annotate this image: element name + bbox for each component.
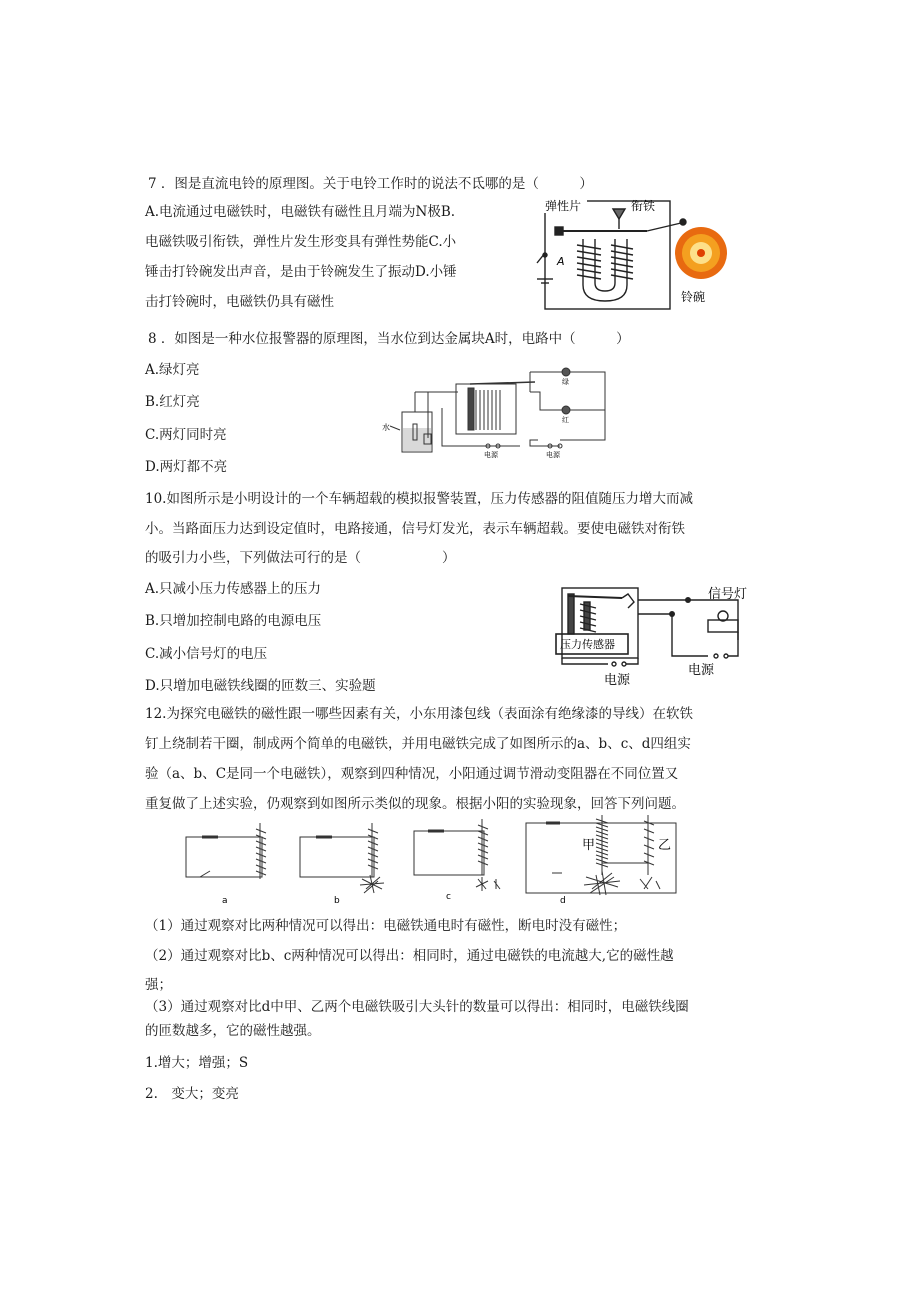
q8-option-a: A.绿灯亮 [145, 362, 200, 378]
q7-line-2: 电磁铁吸引衔铁，弹性片发生形变具有弹性势能C.小 [145, 234, 457, 250]
spring-label: 弹性片 [545, 199, 582, 213]
power-right-label: 电源 [688, 663, 715, 678]
label-b: b [334, 896, 340, 906]
label-c: c [446, 892, 451, 902]
q12-answer-3: （3）通过观察对比d中甲、乙两个电磁铁吸引大头针的数量可以得出：相同时，电磁铁线圈 [145, 999, 689, 1015]
q8-option-b: B.红灯亮 [145, 394, 200, 410]
q10-line-3: 的吸引力小些，下列做法可行的是（ ） [145, 550, 456, 566]
signal-lamp-label: 信号灯 [708, 587, 748, 602]
label-yi: 乙 [658, 838, 672, 853]
pressure-sensor-label: 压力传感器 [560, 638, 615, 651]
water-alarm-figure [380, 362, 620, 462]
q10-line-2: 小。当路面压力达到设定值时，电路接通，信号灯发光，表示车辆超载。要使电磁铁对衔铁 [145, 521, 685, 537]
label-a: a [222, 896, 228, 906]
q12-line-4: 重复做了上述实验，仍观察到如图所示类似的现象。根据小阳的实验现象，回答下列问题。 [145, 796, 685, 812]
label-d: d [560, 896, 566, 906]
q8-option-d: D.两灯都不亮 [145, 459, 228, 475]
q10-option-b: B.只增加控制电路的电源电压 [145, 613, 322, 629]
power-label-2: 电源 [546, 451, 560, 459]
q7-line-4: 击打铃碗时，电磁铁仍具有磁性 [145, 294, 334, 310]
q10-line-1: 10.如图所示是小明设计的一个车辆超载的模拟报警装置，压力传感器的阻值随压力增大而减 [145, 491, 693, 507]
q12-line-3: 验（a、b、C是同一个电磁铁），观察到四种情况，小阳通过调节滑动变阻器在不同位置又 [145, 766, 679, 782]
red-label: 红 [562, 416, 569, 424]
q12-line-2: 钉上绕制若干圈，制成两个简单的电磁铁，并用电磁铁完成了如图所示的a、b、c、d四组实 [145, 736, 691, 752]
electromagnet-experiment-figure [182, 815, 682, 907]
water-label: 水 [382, 423, 390, 432]
q8-option-c: C.两灯同时亮 [145, 427, 227, 443]
q10-option-c: C.减小信号灯的电压 [145, 646, 268, 662]
answer-key-1: 1.增大；增强；S [145, 1055, 249, 1071]
q10-option-d: D.只增加电磁铁线圈的匝数三、实验题 [145, 678, 376, 694]
overload-alarm-figure [548, 580, 758, 688]
q10-option-a: A.只减小压力传感器上的压力 [145, 581, 322, 597]
power-label-1: 电源 [484, 451, 498, 459]
armature-label: 衔铁 [631, 199, 656, 213]
bell-label: 铃碗 [681, 290, 706, 304]
q12-answer-3-cont: 的匝数越多，它的磁性越强。 [145, 1023, 321, 1039]
q12-answer-1: （1）通过观察对比两种情况可以得出：电磁铁通电时有磁性，断电时没有磁性； [145, 918, 627, 934]
q12-answer-2-cont: 强； [145, 977, 172, 993]
green-label: 绿 [562, 378, 569, 386]
power-bottom-label: 电源 [604, 673, 631, 688]
q12-answer-2: （2）通过观察对比b、c两种情况可以得出：相同时，通过电磁铁的电流越大,它的磁性越 [145, 948, 674, 964]
answer-key-2: 2. 变大；变亮 [145, 1086, 239, 1102]
electric-bell-figure [515, 193, 730, 318]
label-jia: 甲 [582, 838, 596, 853]
q12-line-1: 12.为探究电磁铁的磁性跟一哪些因素有关，小东用漆包线（表面涂有绝缘漆的导线）在软铁 [145, 706, 693, 722]
q8-stem: 8 ．如图是一种水位报警器的原理图，当水位到达金属块A时，电路中（ ） [148, 331, 630, 347]
q7-line-1: A.电流通过电磁铁时，电磁铁有磁性且月端为N极B. [145, 204, 456, 220]
q7-line-3: 锤击打铃碗发出声音，是由于铃碗发生了振动D.小锤 [145, 264, 457, 280]
point-a-label: A [557, 255, 565, 268]
q7-stem: 7 ．图是直流电铃的原理图。关于电铃工作时的说法不氐哪的是（ ） [148, 176, 593, 192]
